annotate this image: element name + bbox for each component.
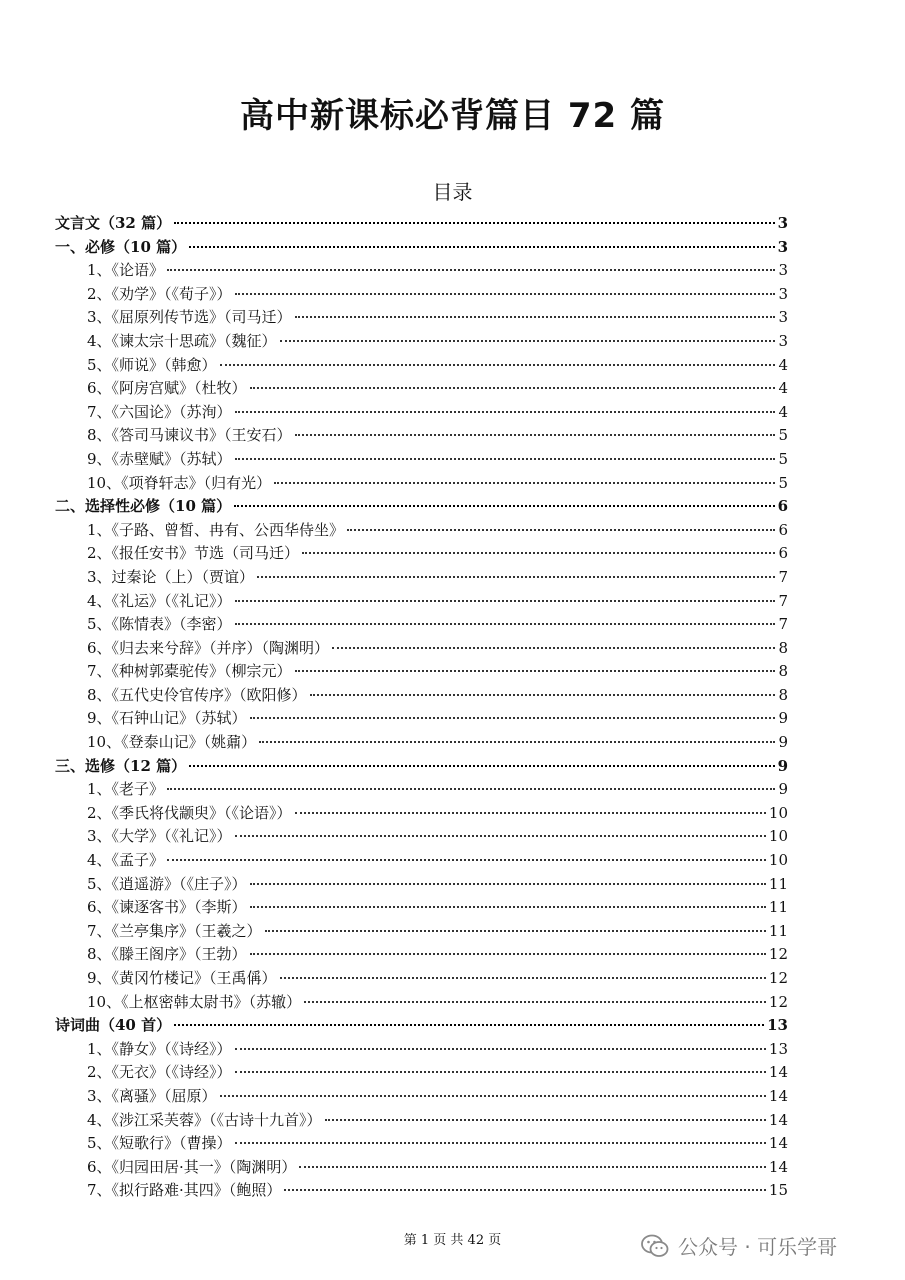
dot-leader	[259, 741, 775, 743]
toc-entry[interactable]	[55, 259, 788, 283]
toc-entry[interactable]	[55, 943, 788, 967]
toc-entry[interactable]	[55, 660, 788, 684]
toc-page-number: 5	[778, 473, 788, 492]
toc-entry-label: 2、《劝学》（《荀子》）	[87, 284, 232, 303]
dot-leader	[189, 765, 774, 767]
toc-entry[interactable]	[55, 1109, 788, 1133]
toc-entry[interactable]	[55, 354, 788, 378]
dot-leader	[250, 906, 766, 908]
dot-leader	[304, 1001, 766, 1003]
toc-page-number: 9	[778, 733, 788, 752]
dot-leader	[250, 717, 776, 719]
toc-entry-label: 6、《归园田居·其一》（陶渊明）	[87, 1157, 297, 1176]
toc-page-number: 13	[767, 1016, 788, 1035]
toc-section[interactable]	[55, 212, 788, 236]
toc-entry-label: 7、《拟行路难·其四》（鲍照）	[87, 1181, 282, 1200]
toc-page-number: 11	[768, 898, 788, 917]
toc-entry-label: 7、《六国论》（苏洵）	[87, 402, 232, 421]
toc-section[interactable]	[55, 755, 788, 779]
toc-page-number: 10	[768, 827, 788, 846]
toc-entry-label: 3、《屈原列传节选》（司马迁）	[87, 308, 292, 327]
toc-entry-label: 6、《谏逐客书》（李斯）	[87, 898, 247, 917]
toc-entry-label: 诗词曲（40 首）	[55, 1016, 172, 1035]
dot-leader	[220, 364, 776, 366]
toc-page-number: 3	[778, 308, 788, 327]
dot-leader	[295, 812, 766, 814]
toc-entry-label: 10、《登泰山记》（姚鼐）	[87, 733, 257, 752]
document-title: 高中新课标必背篇目 72 篇	[240, 96, 665, 136]
page-footer: 第 1 页 共 42 页	[403, 1233, 502, 1248]
dot-leader	[167, 269, 775, 271]
dot-leader	[235, 1142, 766, 1144]
toc-entry-label: 3、《离骚》（屈原）	[87, 1086, 217, 1105]
dot-leader	[295, 670, 776, 672]
dot-leader	[174, 1024, 764, 1026]
toc-entry[interactable]	[55, 377, 788, 401]
toc-entry-label: 二、选择性必修（10 篇）	[55, 497, 232, 516]
dot-leader	[250, 953, 766, 955]
toc-page-number: 4	[778, 355, 788, 374]
toc-entry[interactable]	[55, 1038, 788, 1062]
toc-entry-label: 2、《无衣》（《诗经》）	[87, 1063, 232, 1082]
toc-entry[interactable]	[55, 896, 788, 920]
dot-leader	[234, 505, 774, 507]
dot-leader	[274, 482, 775, 484]
dot-leader	[235, 600, 776, 602]
toc-page-number: 11	[768, 921, 788, 940]
dot-leader	[167, 859, 766, 861]
toc-entry-label: 1、《静女》（《诗经》）	[87, 1039, 232, 1058]
toc-entry-label: 1、《老子》	[87, 780, 165, 799]
toc-page-number: 3	[778, 261, 788, 280]
toc-entry[interactable]	[55, 802, 788, 826]
toc-entry-label: 4、《礼运》（《礼记》）	[87, 591, 232, 610]
toc-entry-label: 6、《阿房宫赋》（杜牧）	[87, 379, 247, 398]
toc-entry[interactable]	[55, 424, 788, 448]
dot-leader	[235, 1048, 766, 1050]
toc-entry-label: 9、《黄冈竹楼记》（王禹偁）	[87, 969, 277, 987]
toc-page-number: 6	[778, 520, 788, 539]
toc-entry-label: 3、《大学》（《礼记》）	[87, 827, 232, 846]
toc-entry[interactable]	[55, 472, 788, 496]
toc-page-number: 15	[768, 1181, 788, 1200]
toc-entry-label: 4、《谏太宗十思疏》（魏征）	[87, 331, 277, 350]
toc-entry-label: 10、《项脊轩志》（归有光）	[87, 473, 272, 492]
toc-entry-label: 5、《短歌行》（曹操）	[87, 1134, 232, 1153]
dot-leader	[189, 246, 774, 248]
toc-entry-label: 7、《兰亭集序》（王羲之）	[87, 921, 262, 940]
toc-page-number: 13	[768, 1039, 788, 1058]
toc-page-number: 14	[768, 1086, 788, 1105]
dot-leader	[310, 694, 776, 696]
toc-page-number: 7	[778, 615, 788, 634]
toc-entry[interactable]	[55, 707, 788, 731]
dot-leader	[257, 576, 775, 578]
toc-page-number: 12	[768, 992, 788, 1011]
dot-leader	[280, 977, 766, 979]
toc-page-number: 14	[768, 1157, 788, 1176]
toc-page-number: 14	[768, 1110, 788, 1129]
toc-entry-label: 7、《种树郭橐驼传》（柳宗元）	[87, 662, 292, 681]
toc-page-number: 9	[778, 780, 788, 799]
toc-entry[interactable]	[55, 1132, 788, 1156]
toc-entry-label: 6、《归去来兮辞》（并序）（陶渊明）	[87, 638, 330, 657]
toc-page-number: 9	[777, 756, 788, 775]
dot-leader	[295, 316, 776, 318]
toc-page-number: 6	[777, 497, 788, 516]
toc-entry[interactable]	[55, 967, 788, 991]
toc-entry-label: 文言文（32 篇）	[55, 214, 172, 232]
dot-leader	[332, 647, 775, 649]
toc-page-number: 9	[778, 709, 788, 728]
dot-leader	[235, 835, 766, 837]
toc-page-number: 8	[778, 662, 788, 681]
toc-section[interactable]	[55, 495, 788, 519]
dot-leader	[299, 1166, 766, 1168]
toc-page-number: 5	[778, 449, 788, 468]
toc-entry[interactable]	[55, 873, 788, 897]
toc-entry-label: 1、《论语》	[87, 261, 165, 280]
toc-entry[interactable]	[55, 566, 788, 590]
toc-entry[interactable]	[55, 283, 788, 307]
toc-entry-label: 2、《季氏将伐颛臾》（《论语》）	[87, 803, 292, 822]
toc-entry[interactable]	[55, 306, 788, 330]
dot-leader	[280, 340, 776, 342]
toc-entry-label: 3、过秦论（上）（贾谊）	[87, 567, 255, 586]
toc-page-number: 3	[777, 214, 788, 232]
toc-entry-label: 10、《上枢密韩太尉书》（苏辙）	[87, 992, 302, 1011]
toc-entry-label: 9、《赤壁赋》（苏轼）	[87, 449, 232, 468]
toc-page-number: 4	[778, 379, 788, 398]
table-of-contents	[55, 212, 788, 1203]
watermark-text: 公众号 · 可乐学哥	[678, 1235, 838, 1259]
toc-heading: 目录	[432, 180, 473, 204]
toc-entry-label: 5、《陈情表》（李密）	[87, 615, 232, 634]
toc-entry[interactable]	[55, 590, 788, 614]
dot-leader	[295, 434, 776, 436]
toc-entry[interactable]	[55, 1179, 788, 1203]
toc-entry-label: 9、《石钟山记》（苏轼）	[87, 709, 247, 728]
dot-leader	[167, 788, 775, 790]
watermark	[640, 1231, 837, 1260]
toc-page-number: 11	[768, 874, 788, 893]
dot-leader	[174, 222, 774, 224]
toc-entry[interactable]	[55, 731, 788, 755]
toc-section[interactable]	[55, 1014, 788, 1038]
toc-page-number: 10	[768, 851, 788, 870]
dot-leader	[220, 1095, 766, 1097]
toc-entry-label: 8、《五代史伶官传序》（欧阳修）	[87, 685, 307, 704]
toc-entry-label: 4、《涉江采芙蓉》（《古诗十九首》）	[87, 1110, 322, 1129]
toc-page-number: 12	[768, 945, 788, 964]
toc-section[interactable]	[55, 236, 788, 260]
toc-entry[interactable]	[55, 920, 788, 944]
toc-page-number: 3	[777, 237, 788, 256]
dot-leader	[250, 387, 776, 389]
toc-entry[interactable]	[55, 849, 788, 873]
toc-entry[interactable]	[55, 1085, 788, 1109]
dot-leader	[235, 623, 776, 625]
toc-page-number: 3	[778, 331, 788, 350]
toc-entry-label: 三、选修（12 篇）	[55, 756, 187, 775]
toc-page-number: 8	[778, 685, 788, 704]
toc-entry[interactable]	[55, 519, 788, 543]
toc-entry[interactable]	[55, 991, 788, 1015]
toc-entry[interactable]	[55, 613, 788, 637]
toc-page-number: 8	[778, 638, 788, 657]
dot-leader	[235, 293, 776, 295]
toc-entry-label: 1、《子路、曾皙、冉有、公西华侍坐》	[87, 520, 345, 539]
toc-page-number: 14	[768, 1134, 788, 1153]
dot-leader	[235, 458, 776, 460]
toc-entry[interactable]	[55, 637, 788, 661]
toc-entry-label: 8、《答司马谏议书》（王安石）	[87, 426, 292, 445]
dot-leader	[250, 883, 766, 885]
toc-entry[interactable]	[55, 1156, 788, 1180]
dot-leader	[235, 1071, 766, 1073]
dot-leader	[325, 1119, 766, 1121]
toc-entry[interactable]	[55, 1061, 788, 1085]
toc-entry-label: 一、必修（10 篇）	[55, 237, 187, 256]
toc-page-number: 7	[778, 591, 788, 610]
dot-leader	[302, 552, 775, 554]
toc-entry[interactable]	[55, 401, 788, 425]
toc-entry[interactable]	[55, 448, 788, 472]
toc-page-number: 5	[778, 426, 788, 445]
dot-leader	[284, 1189, 766, 1191]
toc-entry-label: 8、《滕王阁序》（王勃）	[87, 945, 247, 964]
toc-page-number: 7	[778, 567, 788, 586]
dot-leader	[265, 930, 766, 932]
toc-page-number: 6	[778, 544, 788, 563]
dot-leader	[235, 411, 776, 413]
toc-page-number: 14	[768, 1063, 788, 1082]
wechat-icon	[640, 1233, 670, 1259]
toc-page-number: 4	[778, 402, 788, 421]
toc-page-number: 12	[768, 969, 788, 987]
dot-leader	[347, 529, 775, 531]
toc-entry[interactable]	[55, 542, 788, 566]
toc-page-number: 3	[778, 284, 788, 303]
toc-entry[interactable]	[55, 778, 788, 802]
toc-entry[interactable]	[55, 330, 788, 354]
toc-entry[interactable]	[55, 825, 788, 849]
toc-entry-label: 5、《师说》（韩愈）	[87, 355, 217, 374]
toc-entry-label: 4、《孟子》	[87, 851, 165, 870]
toc-entry-label: 2、《报任安书》节选（司马迁）	[87, 544, 300, 563]
toc-entry[interactable]	[55, 684, 788, 708]
toc-page-number: 10	[768, 803, 788, 822]
toc-entry-label: 5、《逍遥游》（《庄子》）	[87, 874, 247, 893]
